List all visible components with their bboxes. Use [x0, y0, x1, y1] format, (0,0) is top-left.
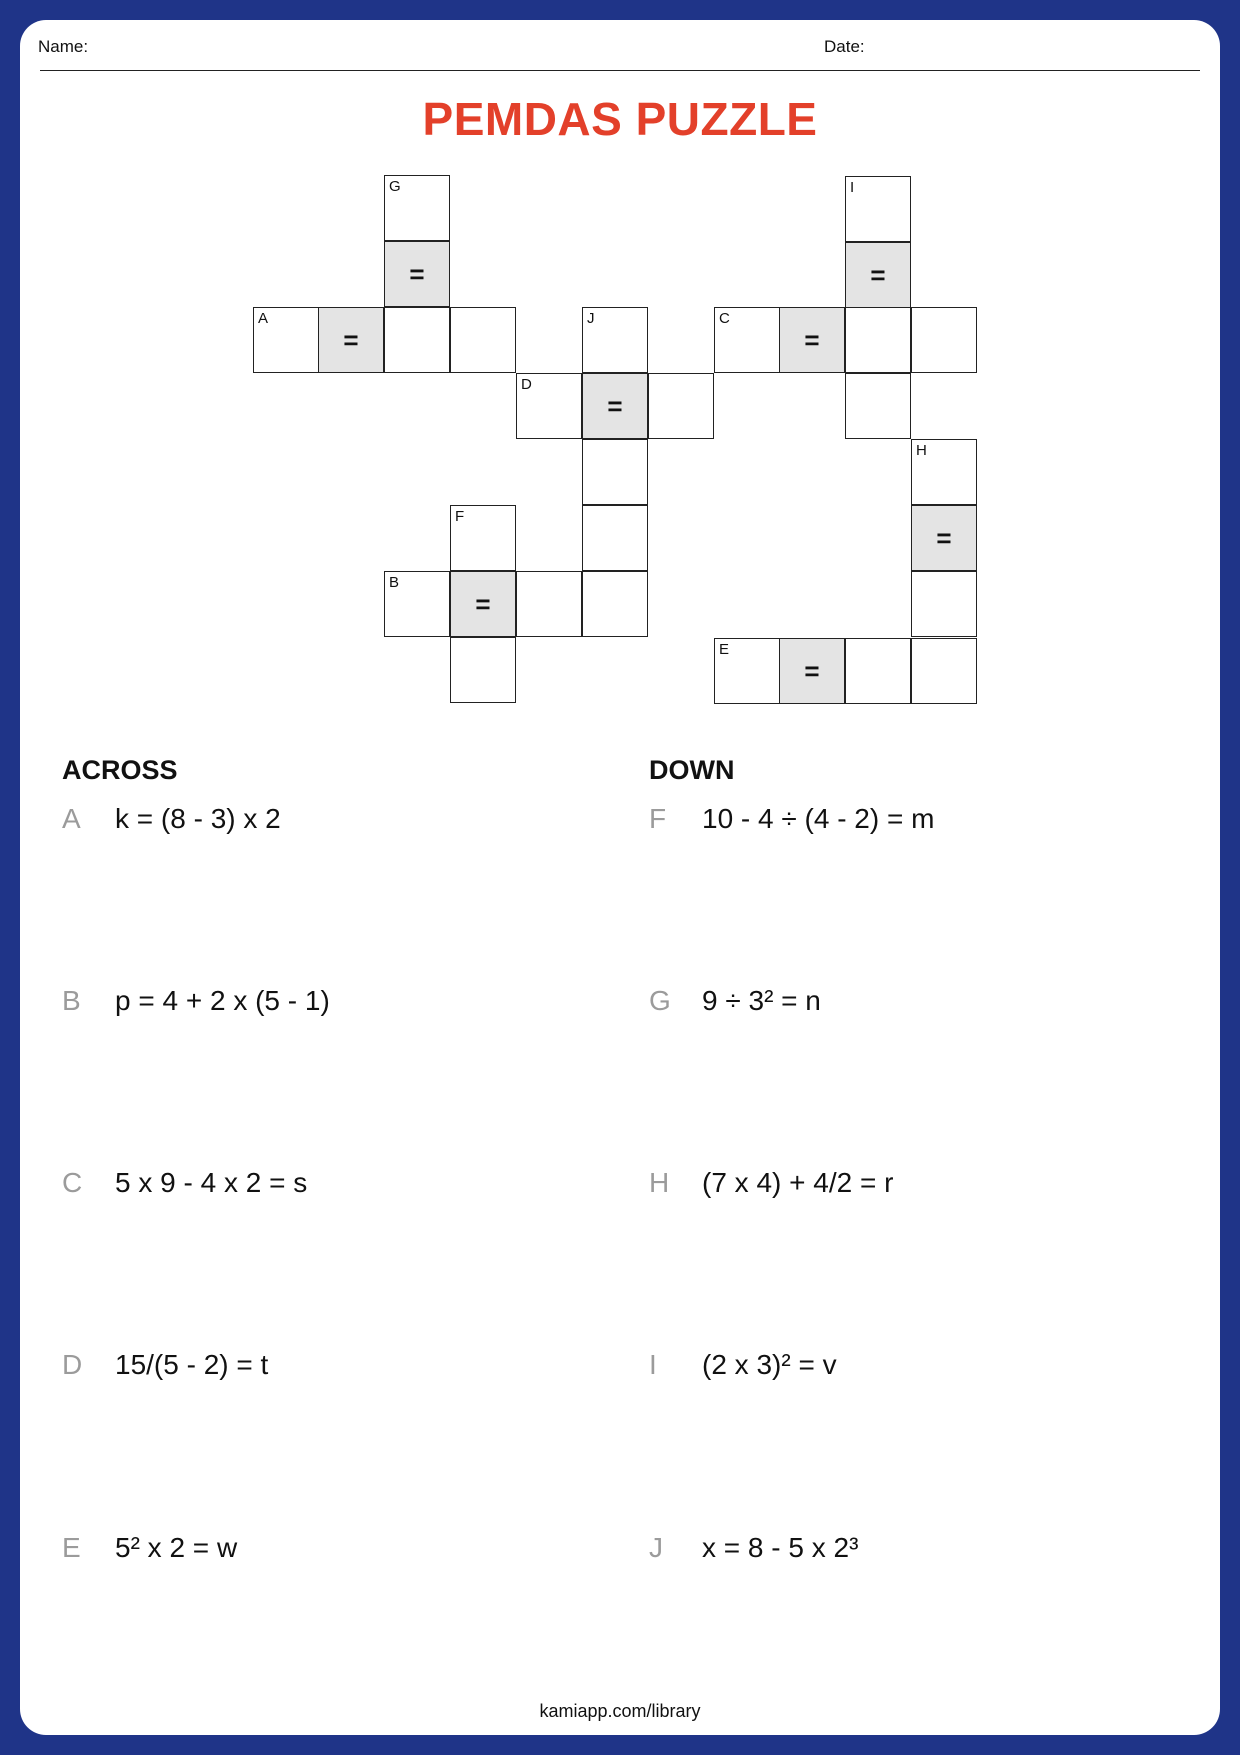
- clue-letter: B: [62, 985, 81, 1016]
- clue-letter-b: B: [389, 574, 400, 591]
- grid-cell[interactable]: [714, 638, 780, 704]
- clue-equation: (7 x 4) + 4/2 = r: [702, 1167, 894, 1198]
- grid-cell[interactable]: [911, 571, 977, 637]
- grid-cell[interactable]: [648, 373, 714, 439]
- grid-cell[interactable]: [582, 571, 648, 637]
- clue-equation: 15/(5 - 2) = t: [115, 1349, 269, 1380]
- clue-letter-i: I: [850, 179, 855, 196]
- equals-cell: =: [318, 307, 384, 373]
- grid-cell[interactable]: [911, 307, 977, 373]
- clue-equation: (2 x 3)² = v: [702, 1349, 837, 1380]
- grid-cell[interactable]: [911, 638, 977, 704]
- worksheet-page: [20, 20, 1220, 1735]
- clue-letter-h: H: [916, 442, 927, 459]
- grid-cell[interactable]: [450, 637, 516, 703]
- clue-letter: C: [62, 1167, 83, 1198]
- clue-letter-f: F: [455, 508, 465, 525]
- clue-letter-a: A: [258, 310, 269, 327]
- clue-letter: F: [649, 803, 667, 834]
- clue-equation: 9 ÷ 3² = n: [702, 985, 821, 1016]
- equals-cell: =: [582, 373, 648, 439]
- grid-cell[interactable]: [516, 571, 582, 637]
- grid-cell[interactable]: [714, 307, 780, 373]
- grid-cell[interactable]: [450, 505, 516, 571]
- grid-cell[interactable]: [582, 307, 648, 373]
- clue-letter-e: E: [719, 641, 730, 658]
- clue-letter: E: [62, 1532, 81, 1563]
- grid-cell[interactable]: [845, 176, 911, 242]
- grid-cell[interactable]: [516, 373, 582, 439]
- clue-letter: G: [649, 985, 671, 1016]
- clue-letter: D: [62, 1349, 83, 1380]
- clue-equation: 10 - 4 ÷ (4 - 2) = m: [702, 803, 935, 834]
- grid-cell[interactable]: [845, 373, 911, 439]
- equals-cell: =: [384, 241, 450, 307]
- equals-cell: =: [450, 571, 516, 637]
- clue-letter: H: [649, 1167, 670, 1198]
- clue-letter-d: D: [521, 376, 532, 393]
- equals-cell: =: [779, 307, 845, 373]
- clue-equation: k = (8 - 3) x 2: [115, 803, 281, 834]
- clue-equation: p = 4 + 2 x (5 - 1): [115, 985, 330, 1016]
- grid-cell[interactable]: [384, 175, 450, 241]
- grid-cell[interactable]: [384, 571, 450, 637]
- grid-cell[interactable]: [582, 439, 648, 505]
- clue-equation: x = 8 - 5 x 2³: [702, 1532, 859, 1563]
- date-label: Date:: [824, 37, 865, 56]
- clue-equation: 5 x 9 - 4 x 2 = s: [115, 1167, 308, 1198]
- grid-cell[interactable]: [911, 439, 977, 505]
- clue-letter: I: [649, 1349, 657, 1380]
- clue-letter: A: [62, 803, 81, 834]
- clue-equation: 5² x 2 = w: [115, 1532, 238, 1563]
- equals-cell: =: [911, 505, 977, 571]
- down-heading: DOWN: [649, 755, 735, 785]
- across-heading: ACROSS: [62, 755, 178, 785]
- equals-cell: =: [845, 242, 911, 308]
- grid-cell[interactable]: [845, 638, 911, 704]
- clue-letter-j: J: [587, 310, 595, 327]
- header-rule: [40, 70, 1200, 71]
- page-title: PEMDAS PUZZLE: [422, 93, 818, 145]
- grid-cell[interactable]: [253, 307, 319, 373]
- grid-cell[interactable]: [450, 307, 516, 373]
- grid-cell[interactable]: [384, 307, 450, 373]
- grid-cell[interactable]: [582, 505, 648, 571]
- equals-cell: =: [779, 638, 845, 704]
- grid-cell[interactable]: [845, 307, 911, 373]
- clue-letter: J: [649, 1532, 663, 1563]
- footer-url[interactable]: kamiapp.com/library: [539, 1701, 701, 1721]
- clue-letter-g: G: [389, 178, 401, 195]
- clue-letter-c: C: [719, 310, 730, 327]
- name-label: Name:: [38, 37, 89, 56]
